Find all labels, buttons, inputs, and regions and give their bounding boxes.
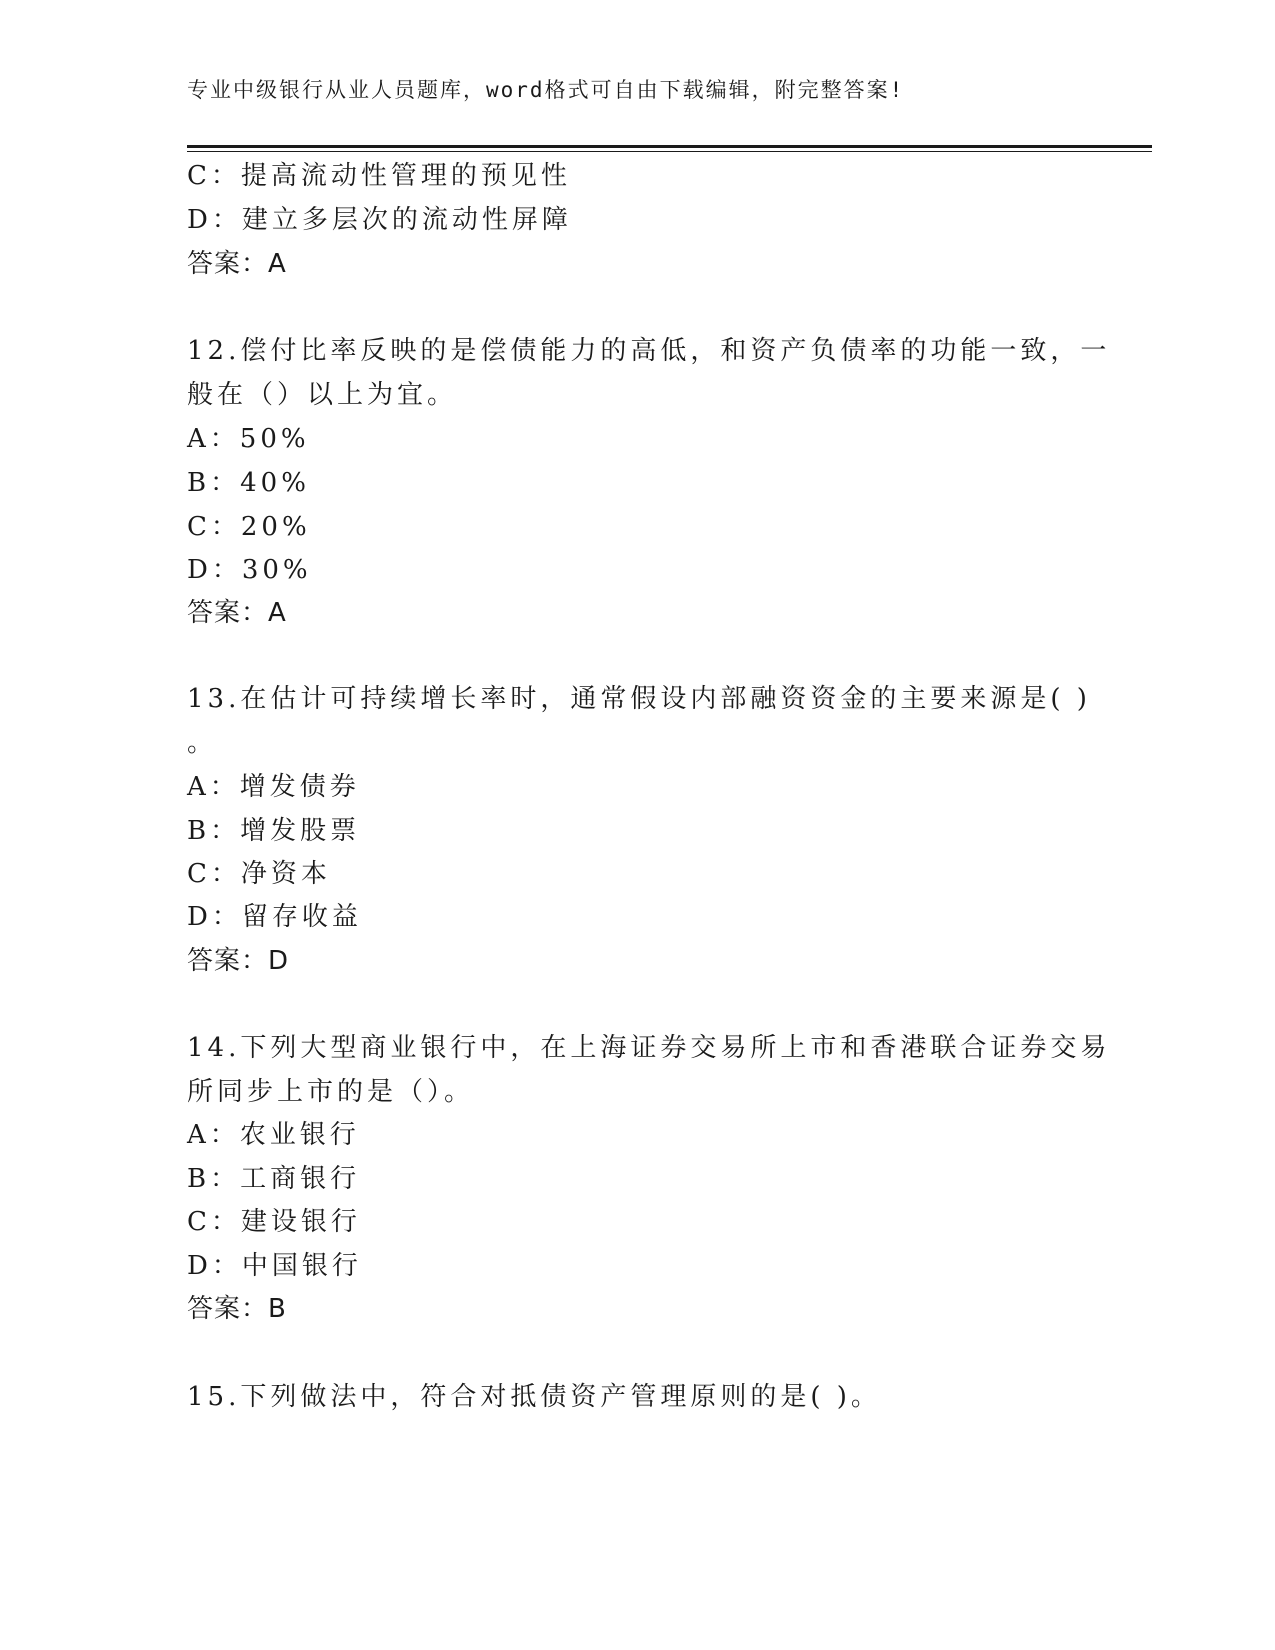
q12-answer: 答案：A [187,598,287,628]
q14-stem-line2: 所同步上市的是（）。 [187,1077,475,1107]
page-header: 专业中级银行从业人员题库，word格式可自由下载编辑，附完整答案! [187,78,905,102]
q13-option-c: C：净资本 [187,859,331,889]
q12-option-c: C：20% [187,512,311,542]
q12-stem-line1: 12.偿付比率反映的是偿债能力的高低，和资产负债率的功能一致，一 [187,336,1111,366]
header-rule-thin [187,151,1152,152]
q11-option-c: C：提高流动性管理的预见性 [187,161,571,191]
q12-stem-line2: 般在（）以上为宜。 [187,380,458,410]
q13-option-a: A：增发债券 [187,772,360,802]
q13-option-b: B：增发股票 [187,816,361,846]
q14-option-b: B：工商银行 [187,1164,361,1194]
q13-option-d: D：留存收益 [187,902,362,932]
q12-option-d: D：30% [187,555,312,585]
header-rule-thick [187,145,1152,148]
q12-option-b: B：40% [187,468,310,498]
q11-option-d: D：建立多层次的流动性屏障 [187,205,572,235]
q14-option-c: C：建设银行 [187,1207,361,1237]
q11-answer: 答案：A [187,249,287,279]
q13-stem-line1: 13.在估计可持续增长率时，通常假设内部融资资金的主要来源是( ) [187,684,1091,714]
q14-stem-line1: 14.下列大型商业银行中，在上海证券交易所上市和香港联合证券交易 [187,1033,1111,1063]
q14-option-a: A：农业银行 [187,1120,360,1150]
q14-option-d: D：中国银行 [187,1251,362,1281]
q15-stem-line1: 15.下列做法中，符合对抵债资产管理原则的是( )。 [187,1382,881,1412]
q12-option-a: A：50% [187,424,310,454]
q14-answer: 答案：B [187,1294,287,1324]
q13-stem-line2: 。 [187,728,218,758]
q13-answer: 答案：D [187,946,290,976]
